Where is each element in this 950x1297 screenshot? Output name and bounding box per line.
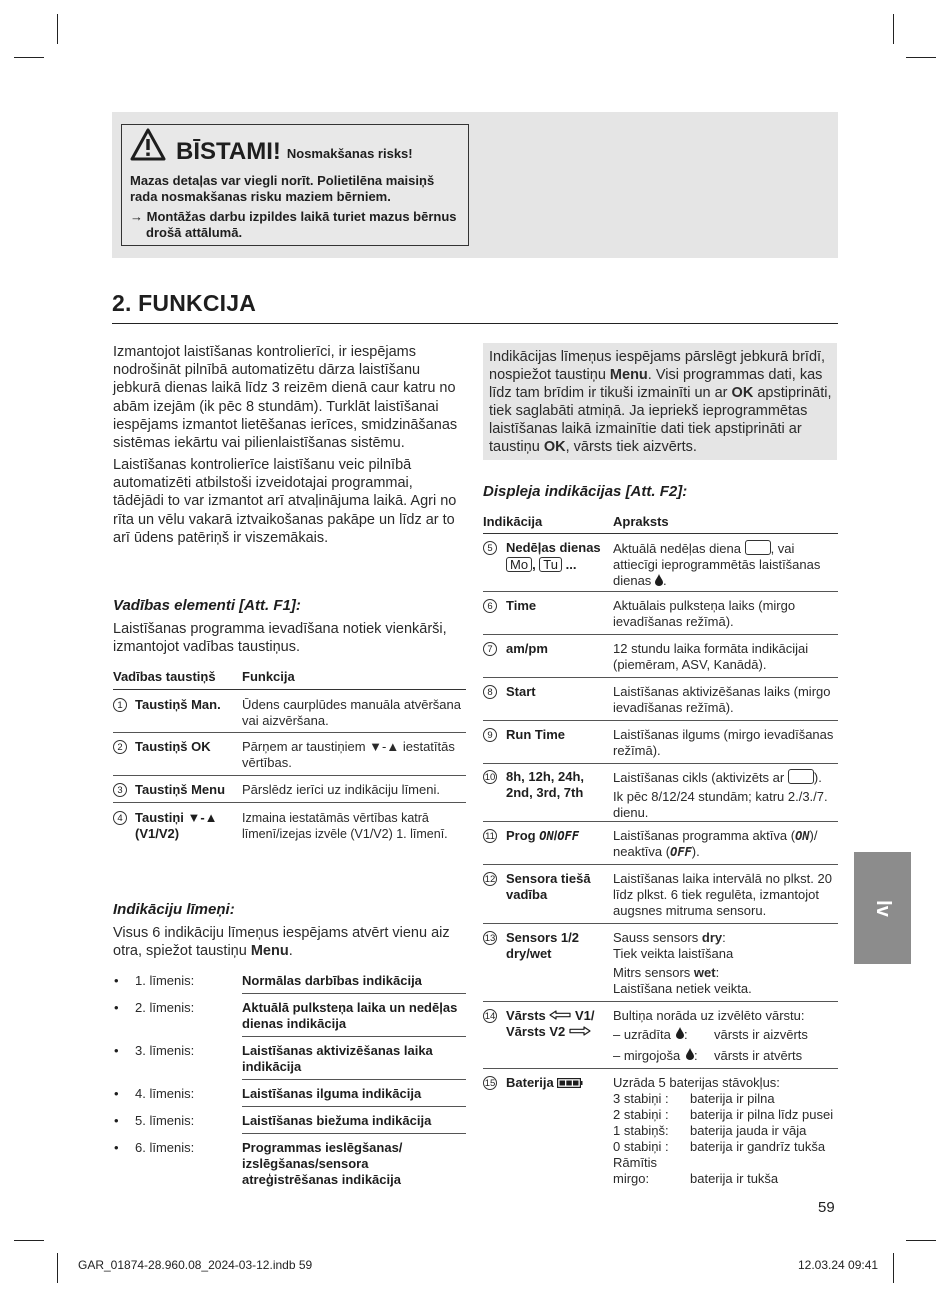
display-col-description: Apraksts xyxy=(613,514,669,529)
indication-desc: Laistīšanas laika intervālā no plkst. 20 līdz plkst. 6 tiek regulēta, izmantojot augsnes mitruma sensoru. xyxy=(613,871,832,918)
level-desc: Programmas ieslēgšanas/ izslēgšanas/sensora atreģistrēšanas indikācija xyxy=(242,1140,403,1187)
row-number: 13 xyxy=(484,933,496,944)
control-key: Taustiņi ▼-▲ (V1/V2) xyxy=(135,810,218,841)
controls-col-key: Vadības taustiņš xyxy=(113,669,216,684)
level-label: 2. līmenis: xyxy=(135,1000,195,1015)
language-tab: lv xyxy=(854,852,911,964)
table-rule xyxy=(483,1001,838,1002)
table-rule xyxy=(483,821,838,822)
table-rule xyxy=(113,775,466,776)
water-drop-icon xyxy=(676,1027,684,1043)
indication-desc: Laistīšanas programma aktīva (ON)/ neaktīva (OFF). xyxy=(613,828,818,859)
indication-name: Sensora tiešā vadība xyxy=(506,871,591,902)
table-rule xyxy=(113,689,466,690)
row-number: 10 xyxy=(484,772,496,783)
indication-name: Baterija xyxy=(506,1075,612,1091)
table-rule xyxy=(483,677,838,678)
controls-col-function: Funkcija xyxy=(242,669,295,684)
cycle-frame-icon xyxy=(788,769,814,784)
table-rule xyxy=(242,1106,466,1107)
indication-desc: Laistīšanas aktivizēšanas laiks (mirgo ievadīšanas režīmā). xyxy=(613,684,831,715)
crop-mark xyxy=(57,1253,58,1283)
table-rule xyxy=(242,993,466,994)
indication-name: Vārsts V1/ Vārsts V2 xyxy=(506,1008,595,1039)
row-number: 15 xyxy=(484,1078,496,1089)
table-rule xyxy=(483,591,838,592)
table-rule xyxy=(113,732,466,733)
level-label: 6. līmenis: xyxy=(135,1140,195,1155)
control-key: Taustiņš Menu xyxy=(135,782,226,797)
crop-mark xyxy=(906,1240,936,1241)
day-frame-icon xyxy=(745,540,771,555)
mo-key-label: Mo xyxy=(506,557,532,572)
levels-intro: Visus 6 indikāciju līmeņus iespējams atvērt vienu aiz otra, spiežot taustiņu Menu. xyxy=(113,925,450,960)
table-rule xyxy=(242,1079,466,1080)
tu-key-label: Tu xyxy=(539,557,562,572)
indication-name: Nedēļas dienas Mo , Tu ... xyxy=(506,540,601,572)
indication-desc: Laistīšanas cikls (aktivizēts ar ). Ik pēc 8/12/24 stundām; katru 2./3./7. dienu. xyxy=(613,770,828,820)
section-rule xyxy=(112,323,838,324)
warning-step: → Montāžas darbu izpildes laikā turiet mazus bērnus drošā attālumā. xyxy=(130,209,457,240)
arrow-left-icon xyxy=(549,1008,571,1023)
table-rule xyxy=(483,533,838,534)
display-heading: Displeja indikācijas [Att. F2]: xyxy=(483,483,688,500)
row-number: 11 xyxy=(483,829,497,843)
warning-subtitle: Nosmakšanas risks! xyxy=(286,146,413,161)
table-rule xyxy=(242,1133,466,1134)
controls-intro: Laistīšanas programma ievadīšana notiek vienkārši, izmantojot vadības taustiņus. xyxy=(113,621,447,656)
control-function: Pārslēdz ierīci uz indikāciju līmeni. xyxy=(242,782,440,797)
controls-heading: Vadības elementi [Att. F1]: xyxy=(113,597,301,614)
control-key: Taustiņš Man. xyxy=(135,697,221,712)
indication-desc: Aktuālā nedēļas diena , vai attiecīgi ieprogrammētās laistīšanas dienas . xyxy=(613,541,821,588)
warning-title: BĪSTAMI! xyxy=(176,138,281,165)
display-col-indication: Indikācija xyxy=(483,514,543,529)
indication-desc: Sauss sensors dry: Tiek veikta laistīšana Mitrs sensors wet: Laistīšana netiek veikta. xyxy=(613,930,752,996)
menu-info-box xyxy=(483,343,837,460)
table-rule xyxy=(483,634,838,635)
table-rule xyxy=(483,720,838,721)
row-number: 3 xyxy=(113,783,127,797)
control-key: Taustiņš OK xyxy=(135,739,211,754)
warning-text: Mazas detaļas var viegli norīt. Polietilēna maisiņš rada nosmakšanas risku maziem bērniem. xyxy=(130,173,435,204)
control-function: Pārņem ar taustiņiem ▼-▲ iestatītās vērtības. xyxy=(242,739,455,770)
indication-name: Time xyxy=(506,598,537,613)
levels-heading: Indikāciju līmeņi: xyxy=(113,901,235,918)
table-rule xyxy=(242,1036,466,1037)
level-desc: Aktuālā pulksteņa laika un nedēļas dienas indikācija xyxy=(242,1000,458,1031)
table-rule xyxy=(483,864,838,865)
table-rule xyxy=(483,923,838,924)
intro-paragraph-1: Izmantojot laistīšanas kontrolierīci, ir iespējams nodrošināt pilnībā automatizētu dārza laistīšanu jebkurā dienas laikā līdz 3 reizēm dienā caur katru no abām izejām (ik pēc 8 stundām). Turklāt laistīšanai iespējams izmantot lietēšanas ierīces, smidzināšanas sistēmas iekārtu vai pilienlaistīšanas sistēmu. xyxy=(113,344,458,452)
water-drop-icon xyxy=(686,1048,694,1064)
indication-desc: Aktuālais pulksteņa laiks (mirgo ievadīšanas režīmā). xyxy=(613,598,796,629)
level-desc: Laistīšanas aktivizēšanas laika indikācija xyxy=(242,1043,433,1074)
table-rule xyxy=(483,763,838,764)
crop-mark xyxy=(57,14,58,44)
crop-mark xyxy=(14,1240,44,1241)
row-number: 4 xyxy=(113,811,127,825)
indication-desc: Bultiņa norāda uz izvēlēto vārstu: – uzrādīta : vārsts ir aizvērts – mirgojoša : vārsts ir atvērts xyxy=(613,1008,808,1063)
row-number: 2 xyxy=(113,740,127,754)
footer-date: 12.03.24 09:41 xyxy=(798,1258,879,1272)
arrow-right-icon xyxy=(569,1024,591,1039)
indication-name: Run Time xyxy=(506,727,565,742)
control-function: Ūdens caurplūdes manuāla atvēršana vai aizvēršana. xyxy=(242,697,461,728)
control-function: Izmaina iestatāmās vērtības katrā līmenī/izejas izvēle (V1/V2) 1. līmenī. xyxy=(242,811,448,841)
crop-mark xyxy=(893,14,894,44)
menu-info-text: Indikācijas līmeņus iespējams pārslēgt jebkurā brīdī, nospiežot taustiņu Menu. Visi programmas dati, kas līdz tam brīdim ir tikuši izmainīti un ar OK apstiprināti, tiek saglabāti atmiņā. Ja iepriekš ieprogrammētas laistīšanas laikā izmainītie dati tiek apstiprināti ar taustiņu OK, vārsts tiek aizvērts. xyxy=(489,349,832,455)
intro-paragraph-2: Laistīšanas kontrolierīce laistīšanu veic pilnībā automatizēti atbilstoši izveidotajai programmai, tādējādi to var izmantot arī atvaļinājuma laikā. Agri no rīta un vēlu vakarā iztvaikošanas pakāpe un līdz ar to arī ūdens patēriņš ir viszemākais. xyxy=(113,457,457,546)
row-number: 14 xyxy=(484,1011,496,1022)
crop-mark xyxy=(893,1253,894,1283)
indication-name: am/pm xyxy=(506,641,548,656)
indication-desc: 12 stundu laika formāta indikācijai (piemēram, ASV, Kanādā). xyxy=(613,641,809,672)
row-number: 6 xyxy=(483,599,497,613)
crop-mark xyxy=(906,57,936,58)
level-label: 5. līmenis: xyxy=(135,1113,195,1128)
level-label: 3. līmenis: xyxy=(135,1043,195,1058)
level-desc: Laistīšanas biežuma indikācija xyxy=(242,1113,432,1128)
table-rule xyxy=(113,802,466,803)
indication-name: Sensors 1/2 dry/wet xyxy=(506,930,579,961)
row-number: 9 xyxy=(483,728,497,742)
row-number: 12 xyxy=(484,874,496,885)
indication-name: Start xyxy=(506,684,536,699)
level-desc: Normālas darbības indikācija xyxy=(242,973,422,988)
row-number: 5 xyxy=(483,541,497,555)
row-number: 1 xyxy=(113,698,127,712)
row-number: 7 xyxy=(483,642,497,656)
indication-name: Prog ON/OFF xyxy=(506,828,579,843)
row-number: 8 xyxy=(483,685,497,699)
page-number: 59 xyxy=(818,1199,835,1216)
battery-icon xyxy=(557,1075,583,1090)
table-rule xyxy=(483,1068,838,1069)
indication-name: 8h, 12h, 24h, 2nd, 3rd, 7th xyxy=(506,769,585,800)
section-title: 2. FUNKCIJA xyxy=(112,290,257,316)
water-drop-icon xyxy=(655,573,663,588)
indication-desc: Laistīšanas ilgums (mirgo ievadīšanas režīmā). xyxy=(613,727,834,758)
level-label: 4. līmenis: xyxy=(135,1086,195,1101)
crop-mark xyxy=(14,57,44,58)
level-label: 1. līmenis: xyxy=(135,973,195,988)
level-desc: Laistīšanas ilguma indikācija xyxy=(242,1086,422,1101)
warning-triangle-icon xyxy=(130,128,166,167)
indication-desc: Uzrāda 5 baterijas stāvokļus: 3 stabiņi : baterija ir pilna 2 stabiņi : baterija ir pilna līdz pusei 1 stabiņš: baterija jauda ir vāja 0 stabiņi : baterija ir gandrīz tukša Rāmītis mirgo: baterija ir tukša xyxy=(613,1075,834,1186)
footer-file: GAR_01874-28.960.08_2024-03-12.indb 59 xyxy=(78,1258,313,1272)
warning-box xyxy=(121,124,469,246)
